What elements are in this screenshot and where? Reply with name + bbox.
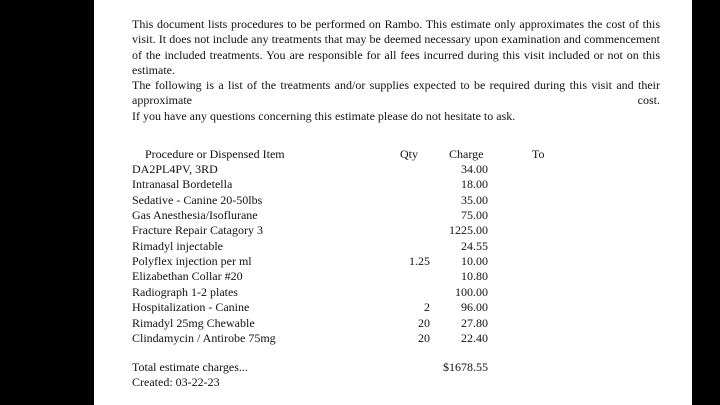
- row-item: Intranasal Bordetella: [132, 177, 233, 192]
- header-item: Procedure or Dispensed Item: [145, 147, 285, 161]
- row-item: Rimadyl 25mg Chewable: [132, 315, 255, 330]
- row-charge: 96.00: [461, 300, 488, 315]
- total-value: $1678.55: [443, 360, 488, 374]
- table-row: [94, 223, 692, 238]
- table-row: [94, 269, 692, 284]
- row-item: DA2PL4PV, 3RD: [132, 162, 218, 176]
- row-qty: 1.25: [409, 254, 430, 269]
- row-item: Clindamycin / Antirobe 75mg: [132, 330, 276, 345]
- row-item: Sedative - Canine 20-50lbs: [132, 192, 263, 207]
- row-item: Polyflex injection per ml: [132, 254, 252, 269]
- row-qty: 20: [418, 330, 430, 345]
- row-qty: 2: [424, 300, 430, 315]
- table-row: [94, 254, 692, 269]
- row-charge: 10.80: [461, 269, 488, 284]
- row-item: Hospitalization - Canine: [132, 300, 250, 315]
- row-qty: 20: [418, 315, 430, 330]
- intro-text: [132, 17, 660, 124]
- row-charge: 35.00: [461, 192, 488, 207]
- row-item: Radiograph 1-2 plates: [132, 284, 238, 299]
- table-row: [94, 208, 692, 223]
- table-row: [94, 285, 692, 300]
- table-row: [94, 193, 692, 208]
- row-charge: 27.80: [461, 315, 488, 330]
- row-item: Elizabethan Collar #20: [132, 269, 243, 284]
- table-row: [94, 331, 692, 346]
- intro-paragraph-3: If you have any questions concerning this estimate please do not hesitate to ask.: [132, 108, 516, 123]
- header-qty: Qty: [400, 147, 418, 161]
- intro-paragraph-2: The following is a list of the treatments and/or supplies expected to be required during this visit and their approximate cost.: [132, 78, 660, 108]
- table-row: [94, 300, 692, 315]
- row-charge: 18.00: [461, 177, 488, 192]
- table-row: [94, 177, 692, 192]
- estimate-document: [94, 0, 692, 405]
- row-charge: 100.00: [455, 284, 488, 299]
- row-item: Fracture Repair Catagory 3: [132, 223, 263, 238]
- row-charge: 1225.00: [449, 223, 488, 238]
- table-row: [94, 316, 692, 331]
- total-label: Total estimate charges...: [132, 360, 248, 374]
- table-row: [94, 162, 692, 177]
- table-row: [94, 239, 692, 254]
- row-charge: 75.00: [461, 208, 488, 223]
- row-item: Gas Anesthesia/Isoflurane: [132, 208, 258, 223]
- row-charge: 22.40: [461, 330, 488, 345]
- row-item: Rimadyl injectable: [132, 238, 223, 253]
- table-header: [94, 147, 692, 162]
- row-charge: 24.55: [461, 238, 488, 253]
- header-to: To: [532, 147, 545, 161]
- row-charge: 10.00: [461, 254, 488, 269]
- row-charge: 34.00: [461, 162, 488, 176]
- header-charge: Charge: [449, 147, 484, 161]
- created-date: Created: 03-22-23: [132, 375, 220, 389]
- intro-paragraph-1: This document lists procedures to be performed on Rambo. This estimate only approximates the cost of this visit. It does not include any treatments that may be deemed necessary upon examination and commencement of the included treatments. You are responsible for all fees incurred during this visit included or not on this estimate.: [132, 17, 660, 77]
